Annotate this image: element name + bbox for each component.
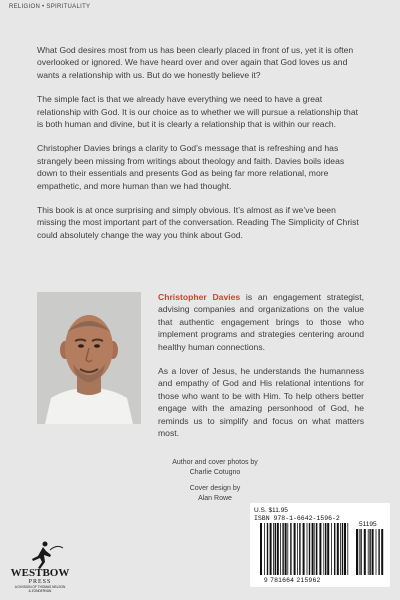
design-credit-line1: Cover design by — [189, 485, 241, 492]
blurb-paragraph: What God desires most from us has been clearly placed in front of us, yet it is often overlooked or ignored. We have heard over and over again that God loves us and wants a relationship with us. But do we honestly believe it? — [37, 45, 354, 80]
barcode-number: 9 781664 215962 — [264, 577, 321, 584]
publisher-name: WESTBOW — [10, 567, 70, 579]
westbow-press-logo — [5, 540, 75, 592]
category-label: RELIGION • SPIRITUALITY — [9, 4, 91, 10]
bio-paragraph: As a lover of Jesus, he understands the humanness and empathy of God and His relational intentions for those who want to be with Him. To help others better engage with the amazing personhood of God, he reminds us to simplify and focus on what matters most. — [158, 366, 364, 439]
blurb-paragraph: This book is at once surprising and simply obvious. It’s almost as if we’ve been missing the most important part of the conversation. Reading The Simplicity of Christ could absolutely change the way you think about God. — [37, 205, 359, 240]
publisher-press: PRESS — [28, 579, 52, 585]
author-photo — [37, 292, 141, 424]
design-credit-line2: Alan Rowe — [198, 495, 232, 502]
publisher-division: A DIVISION OF THOMAS NELSON — [14, 585, 66, 589]
photo-credit — [150, 458, 280, 478]
author-bio — [158, 291, 364, 451]
barcode-addon-number: 51195 — [359, 521, 377, 528]
author-portrait-image — [37, 292, 141, 424]
publisher-division2: & ZONDERVAN — [28, 589, 52, 592]
price-label: U.S. $11.95 — [254, 507, 288, 514]
bio-paragraph — [158, 291, 364, 353]
back-cover-blurb — [37, 44, 363, 253]
publisher-logo — [5, 540, 75, 592]
bio-intro-text: is an engagement strategist, advising companies and organizations on the value that authentic engagement brings to those who implement programs and strategies centering around healthy human connections. — [158, 292, 364, 352]
author-name: Christopher Davies — [158, 292, 241, 302]
blurb-paragraph: Christopher Davies brings a clarity to God’s message that is refreshing and has strangely been missing from writings about theology and faith. Davies boils ideas down to their essentials and presents God as being far more relational, more empathetic, and more human than we had thought. — [37, 143, 345, 191]
photo-credit-line2: Charlie Cotugno — [189, 469, 241, 476]
isbn-label: ISBN 978-1-6642-1596-2 — [254, 515, 340, 522]
design-credit — [150, 484, 280, 504]
blurb-paragraph: The simple fact is that we already have everything we need to have a great relationship with God. It is our choice as to whether we will pursue a relationship that is both human and divine, but it is clearly a relationship that is within our reach. — [37, 94, 358, 130]
photo-credit-line1: Author and cover photos by — [172, 459, 258, 466]
